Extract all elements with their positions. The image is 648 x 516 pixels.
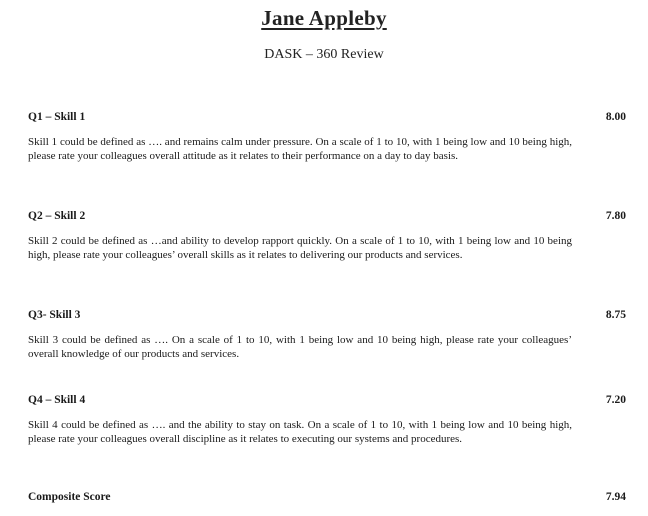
question-heading: Q2 – Skill 2 xyxy=(28,210,86,222)
question-score: 8.75 xyxy=(605,309,626,321)
question-score: 8.00 xyxy=(605,111,626,123)
question-description: Skill 1 could be defined as …. and remains calm under pressure. On a scale of 1 to 10, with 1 being low and 10 being high, please rate your colleagues overall attitude as it relates to their performance on a day to day basis. xyxy=(28,136,572,162)
page-title: Jane Appleby xyxy=(261,6,387,30)
question-score: 7.80 xyxy=(605,210,626,222)
question-heading: Q4 – Skill 4 xyxy=(28,394,86,406)
question-description: Skill 4 could be defined as …. and the ability to stay on task. On a scale of 1 to 10, with 1 being low and 10 being high, please rate your colleagues overall discipline as it relates to executing our systems and procedures. xyxy=(28,419,572,445)
question-description: Skill 3 could be defined as …. On a scale of 1 to 10, with 1 being low and 10 being high, please rate your colleagues’ overall knowledge of our products and services. xyxy=(28,334,572,360)
page-subtitle: DASK – 360 Review xyxy=(264,47,384,62)
composite-score-label: Composite Score xyxy=(28,491,111,503)
question-score: 7.20 xyxy=(605,394,626,406)
composite-score-value: 7.94 xyxy=(605,491,626,503)
question-heading: Q1 – Skill 1 xyxy=(28,111,86,123)
question-description: Skill 2 could be defined as …and ability to develop rapport quickly. On a scale of 1 to 10, with 1 being low and 10 being high, please rate your colleagues’ overall skills as it relates to delivering our products and services. xyxy=(28,235,572,261)
question-heading: Q3- Skill 3 xyxy=(28,309,81,321)
